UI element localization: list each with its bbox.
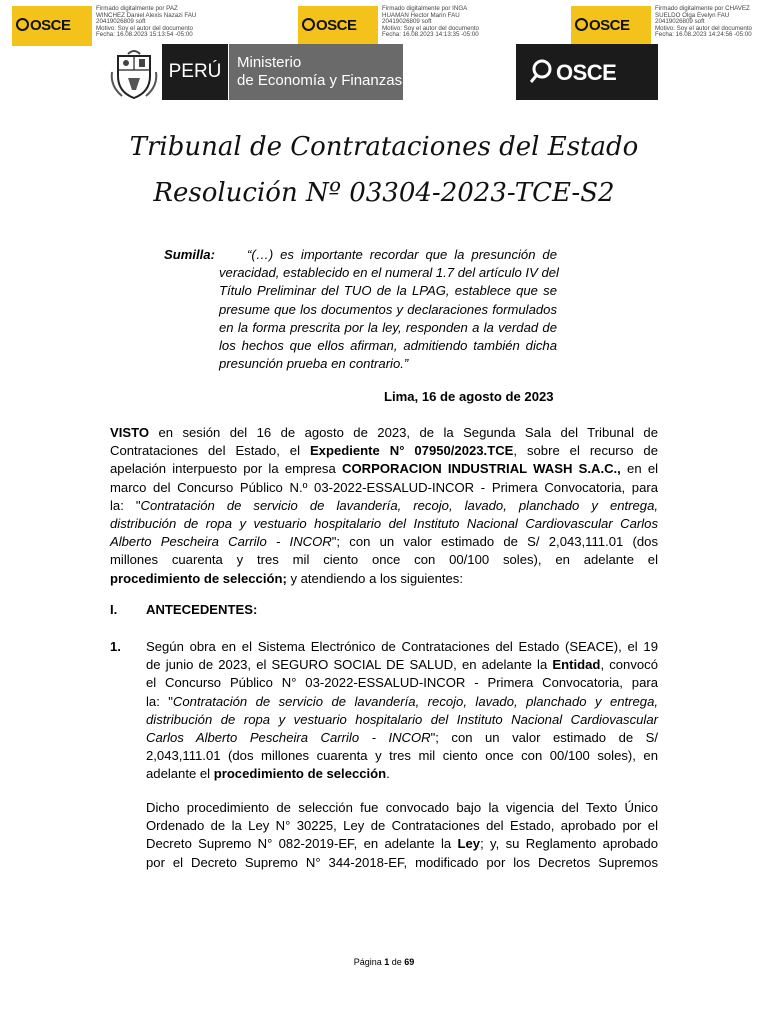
signature-text: Firmado digitalmente por CHAVEZ SUELDO Olga Evelyn FAU 20419026809 soft Motivo: Soy el autor del documento Fecha: 16.08.2023 14:24:56 -05:00	[655, 5, 752, 39]
osce-stamp-logo: OSCE	[571, 6, 651, 46]
peru-coat-of-arms-icon	[106, 46, 162, 102]
ministry-logo: Ministerio de Economía y Finanzas	[229, 44, 403, 100]
date-line: Lima, 16 de agosto de 2023	[384, 389, 554, 404]
signature-text: Firmado digitalmente por INGA HUAMAN Hector Marin FAU 20419026809 soft Motivo: Soy el autor del documento Fecha: 16.08.2023 14:13:35 -05:00	[382, 5, 479, 39]
antecedente-1-paragraph: Según obra en el Sistema Electrónico de Contrataciones del Estado (SEACE), el 19 de junio de 2023, el SEGURO SOCIAL DE SALUD, en adelante la Entidad, convocó el Concurso Público N° 03-2022-ESSALUD-INCOR - Primera Convocatoria, para la: "Contratación de servicio de lavandería, recojo, lavado, planchado y entrega, distribución de ropa y vestuario hospitalario del Instituto Nacional Cardiovascular Carlos Alberto Pescheira Carrilo - INCOR"; con un valor estimado de S/ 2,043,111.01 (dos millones cuarenta y tres mil ciento once con 00/100 soles), en adelante el procedimiento de selección.	[146, 639, 659, 782]
peru-logo: PERÚ	[162, 44, 228, 100]
osce-stamp-logo: OSCE	[12, 6, 92, 46]
item-number: 1.	[110, 639, 121, 654]
resolution-number: Resolución Nº 03304-2023-TCE-S2	[153, 178, 615, 208]
signature-text: Firmado digitalmente por PAZ WINCHEZ Daniel Alexis Nazazi FAU 20419026809 soft Motivo: Soy el autor del documento Fecha: 16.08.2023 15:13:54 -05:00	[96, 5, 197, 39]
visto-paragraph: VISTO en sesión del 16 de agosto de 2023, de la Segunda Sala del Tribunal de Contrataciones del Estado, el Expediente N° 07950/2023.TCE, sobre el recurso de apelación interpuesto por la empresa CORPORACION INDUSTRIAL WASH S.A.C., en el marco del Concurso Público N.º 03-2022-ESSALUD-INCOR - Primera Convocatoria, para la: "Contratación de servicio de lavandería, recojo, lavado, planchado y entrega, distribución de ropa y vestuario hospitalario del Instituto Nacional Cardiovascular Carlos Alberto Pescheira Carrilo - INCOR"; con un valor estimado de S/ 2,043,111.01 (dos millones cuarenta y tres mil ciento once con 00/100 soles), en adelante el procedimiento de selección; y atendiendo a los siguientes:	[110, 425, 659, 586]
sumilla-text: “(…) es importante recordar que la presunción de veracidad, establecido en el numeral 1.7 del artículo IV del Título Preliminar del TUO de la LPAG, establece que se presume que los documentos y declaraciones formulados en la forma prescrita por la ley, responden a la verdad de los hechos que ellos afirman, admitiendo también dicha presunción prueba en contrario.”	[219, 247, 559, 372]
magnifier-icon	[530, 58, 556, 84]
tribunal-title: Tribunal de Contrataciones del Estado	[129, 132, 639, 162]
magnifier-icon	[302, 18, 315, 31]
procedure-paragraph: Dicho procedimiento de selección fue convocado bajo la vigencia del Texto Único Ordenado de la Ley N° 30225, Ley de Contrataciones del Estado, aprobado por el Decreto Supremo N° 082-2019-EF, en adelante la Ley; y, su Reglamento aprobado por el Decreto Supremo N° 344-2018-EF, modificado por los Decretos Supremos	[146, 800, 658, 870]
magnifier-icon	[16, 18, 29, 31]
section-number: I.	[110, 602, 118, 617]
sumilla-label: Sumilla:	[164, 247, 215, 262]
osce-logo: OSCE	[516, 44, 658, 100]
magnifier-icon	[575, 18, 588, 31]
page-footer: Página 1 de 69	[353, 957, 415, 967]
section-title: ANTECEDENTES:	[146, 602, 258, 617]
osce-stamp-logo: OSCE	[298, 6, 378, 46]
